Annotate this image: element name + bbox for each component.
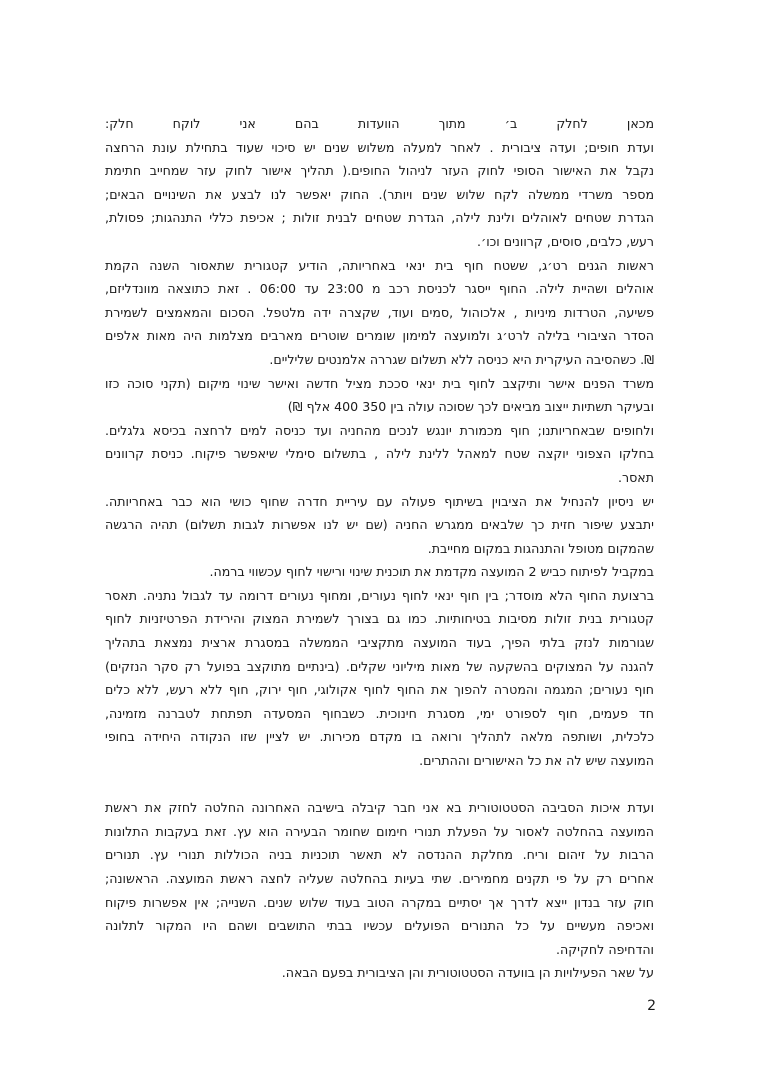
text-line: נקבל את האישור הסופי לחוק העזר לניהול החופים.( תהליך אישור לחוק עזר שמחייב חתימת (105, 163, 654, 179)
text-line: תאסר. (618, 469, 654, 485)
text-line: ובעיקר תשתיות ייצוב מביאים לכך שסוכה עולה בין 350 400 אלף ₪) (287, 399, 654, 415)
text-line: חד פעמים, חוף לספורט ימי, מסגרת חינוכית. כשבחוף המסעדה תפתחת לטברנה מזמינה, (105, 705, 654, 721)
text-line: הגדרת שטחים לאוהלים ולינת לילה, הגדרת שטחים לבנית זולות ; אכיפת כללי התנהגות; פסולת, (105, 210, 654, 226)
text-line: מכאן לחלק ב׳ מתוך הוועדות בהם אני לוקח חלק: (105, 116, 654, 131)
text-line: להגנה על המצוקים בהשקעה של מאות מיליוני שקלים. (בינתיים מתוקצב בפועל רק סקר הנזקים) (105, 658, 654, 674)
text-line: משרד הפנים אישר ותיקצב לחוף בית ינאי סככת מציל חדשה ואישר שינוי מיקום (תקני סוכה כזו (105, 375, 654, 391)
text-line: יש ניסיון להנחיל את הציבוין בשיתוף פעולה עם עיריית חדרה שחוף כושי הוא כבר באחריותה. (105, 493, 654, 509)
text-line: ברצועת החוף הלא מוסדר; בין חוף ינאי לחוף נעורים, ומחוף נעורים דרומה עד לגבול נתניה. תאסר (105, 587, 654, 603)
text-line: הרבות על זיהום וריח. מחלקת ההנדסה לא תאשר תוכניות בניה הכוללות תנורי עץ. תנורים (105, 847, 654, 863)
text-line: שגורמות לנזק בלתי הפיך, בעוד המועצה מתקציבי הממשלה במסגרת ארצית נמצאת בתהליך (105, 635, 654, 651)
text-line: ועדת איכות הסביבה הסטטוטורית בא אני חבר קיבלה בישיבה האחרונה החלטה לחזק את ראשת (105, 800, 654, 816)
text-line: ועדת חופים; ועדה ציבורית . לאחר למעלה משלוש שנים יש סיכוי שעוד בתחילת עונת הרחצה (105, 139, 654, 155)
text-line: המועצה בהחלטה לאסור על הפעלת תנורי חימום שחומר הבעירה הוא עץ. זאת בעקבות התלונות (105, 823, 654, 839)
text-line: אוהלים ושהיית לילה. החוף ייסגר לכניסת רכב מ 23:00 עד 06:00 . זאת כתוצאה מוונדליזם, (105, 281, 654, 297)
text-line: ₪. כשהסיבה העיקרית היא כניסה ללא תשלום שגררה אלמנטים שליליים. (269, 351, 654, 367)
text-line: חוק עזר בנדון ייצא לדרך אך יסתיים במקרה הטוב בעוד שלוש שנים. השנייה; אין אפשרות פיקוח (105, 894, 654, 910)
text-line: במקביל לפיתוח כביש 2 המועצה מקדמת את תוכנית שינוי ורישוי לחוף עכשווי ברמה. (209, 564, 654, 580)
text-line: הסדר הציבורי בלילה לרט׳ג ולמועצה למימון שומרים שוטרים מארבים מצלמות היה מאות אלפים (105, 328, 654, 344)
text-line: והדחיפה לחקיקה. (556, 941, 654, 957)
text-line: ולחופים שבאחריותנו; חוף מכמורת יונגש לנכים מהחניה ועד כניסה למים לרחצה בכיסא גלגלים. (105, 422, 654, 438)
text-line: בחלקו הצפוני יוקצה שטח למאהל ללינת לילה , בתשלום סימלי שיאפשר פיקוח. כניסת קרוונים (105, 446, 654, 462)
text-line: רעש, כלבים, סוסים, קרוונים וכו׳. (476, 233, 654, 249)
text-line: ואכיפה מעשיים על כל התנורים הפועלים עכשיו בבתי התושבים ושהם היו המקור לתלונה (105, 918, 654, 934)
document-body (105, 112, 654, 985)
text-line: חוף נעורים; המגמה והמטרה להפוך את החוף לחוף אקולוגי, חוף ירוק, חוף ללא רעש, ללא כלים (105, 682, 654, 698)
text-line: יתבצע שיפור חזית כך שלבאים ממגרש החניה (שם יש לנו אפשרות לגבות תשלום) תהיה הרגשה (105, 517, 654, 533)
text-line: כלכלית, ושותפה מלאה לתהליך ורואה בו מקדם מכירות. יש לציין שזו הנקודה היחידה בחופי (105, 729, 654, 745)
page-number: 2 (647, 998, 656, 1014)
text-line: פשיעה, הטרדות מיניות , אלכוהול ,סמים ועוד, שקצרה ידה מלטפל. הסכום והמאמצים לשמירת (105, 304, 654, 320)
paragraph-gap (105, 773, 654, 797)
text-line: קטגורית בנית זולות מסיבות בטיחותיות. כמו גם בצורך לשמירת המצוק והירידת הפרטיזניות לחוף (105, 611, 654, 627)
text-line: המועצה שיש לה את כל האישורים וההתרים. (419, 753, 654, 769)
text-line: ראשות הגנים רט׳ג, ששטח חוף בית ינאי באחריותה, הודיע קטגורית שתאסור השנה הקמת (105, 257, 654, 273)
text-line: מספר משרדי ממשלה לקח שלוש שנים ויותר). החוק יאפשר לנו לבצע את השינויים הבאים; (105, 186, 654, 202)
text-line: אחרים רק על פי תקנים מחמירים. שתי בעיות בהחלטה שעליה לחצה ראשת המועצה. הראשונה; (105, 871, 654, 886)
text-line: על שאר הפעילויות הן בוועדה הסטטוטורית והן הציבורית בפעם הבאה. (281, 965, 654, 981)
text-line: שהמקום מטופל והתנהגות במקום מחייבת. (427, 540, 654, 556)
